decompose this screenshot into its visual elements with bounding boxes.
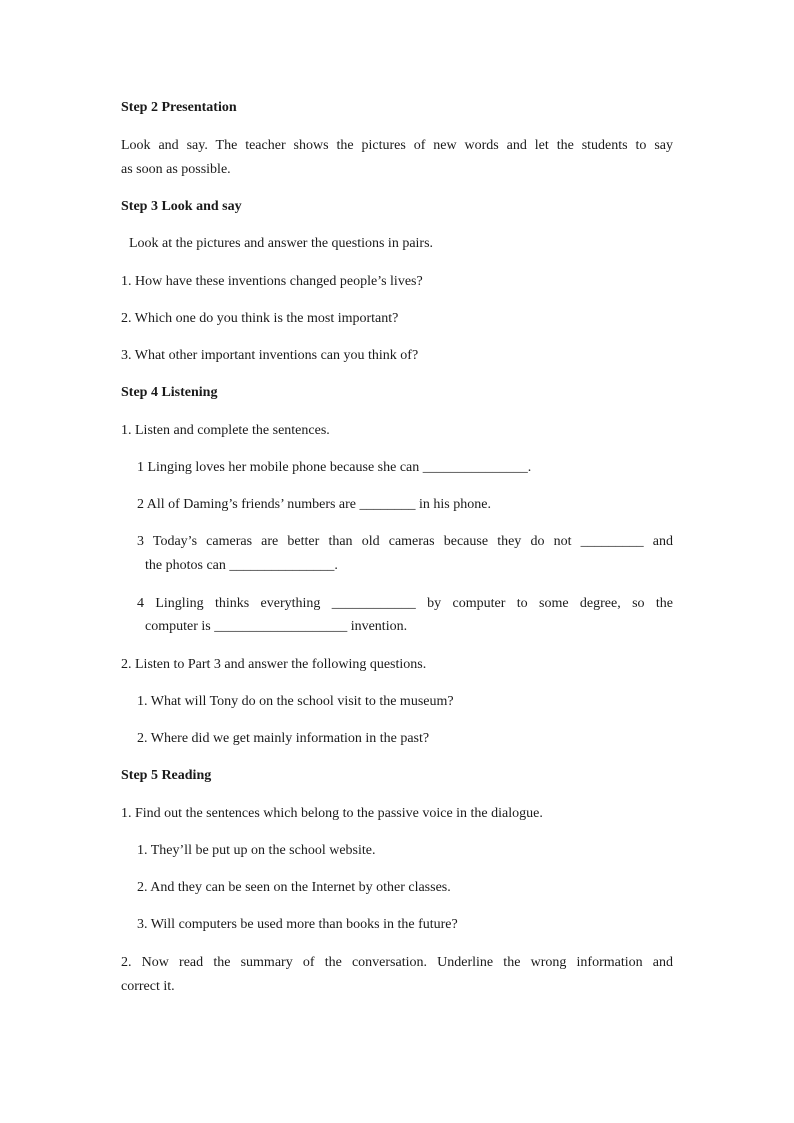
step2-heading: Step 2 Presentation [121, 100, 237, 115]
step4-task2: 2. Listen to Part 3 and answer the following questions. [121, 657, 427, 672]
step2-paragraph-line2: as soon as possible. [121, 162, 231, 177]
step4-sentence-3-line1: 3 Today’s cameras are better than old cameras because they do not _________ and [137, 534, 673, 549]
step3-question-3: 3. What other important inventions can you think of? [121, 348, 419, 363]
step5-task2-line2: correct it. [121, 979, 175, 994]
step5-task2-line1: 2. Now read the summary of the conversation. Underline the wrong information and [121, 955, 673, 970]
step2-paragraph-line1: Look and say. The teacher shows the pictures of new words and let the students to say [121, 138, 673, 153]
step3-intro: Look at the pictures and answer the questions in pairs. [129, 236, 434, 251]
step4-sentence-3-line2: the photos can _______________. [145, 558, 338, 573]
step4-task2-question-2: 2. Where did we get mainly information in the past? [137, 731, 430, 746]
step5-answer-2: 2. And they can be seen on the Internet by other classes. [137, 880, 451, 895]
step4-heading: Step 4 Listening [121, 385, 218, 400]
step3-question-2: 2. Which one do you think is the most important? [121, 311, 399, 326]
step5-heading: Step 5 Reading [121, 768, 212, 783]
step4-task2-question-1: 1. What will Tony do on the school visit to the museum? [137, 694, 454, 709]
step3-heading: Step 3 Look and say [121, 199, 242, 214]
step4-sentence-1: 1 Linging loves her mobile phone because she can _______________. [137, 460, 532, 475]
step4-sentence-4-line1: 4 Lingling thinks everything ____________ by computer to some degree, so the [137, 596, 673, 611]
step5-answer-1: 1. They’ll be put up on the school website. [137, 843, 376, 858]
step3-question-1: 1. How have these inventions changed people’s lives? [121, 274, 423, 289]
step4-sentence-4-line2: computer is ___________________ invention. [145, 619, 408, 634]
step4-sentence-2: 2 All of Daming’s friends’ numbers are ________ in his phone. [137, 497, 491, 512]
step5-task1: 1. Find out the sentences which belong to the passive voice in the dialogue. [121, 806, 543, 821]
step5-answer-3: 3. Will computers be used more than books in the future? [137, 917, 458, 932]
step4-task1: 1. Listen and complete the sentences. [121, 423, 330, 438]
